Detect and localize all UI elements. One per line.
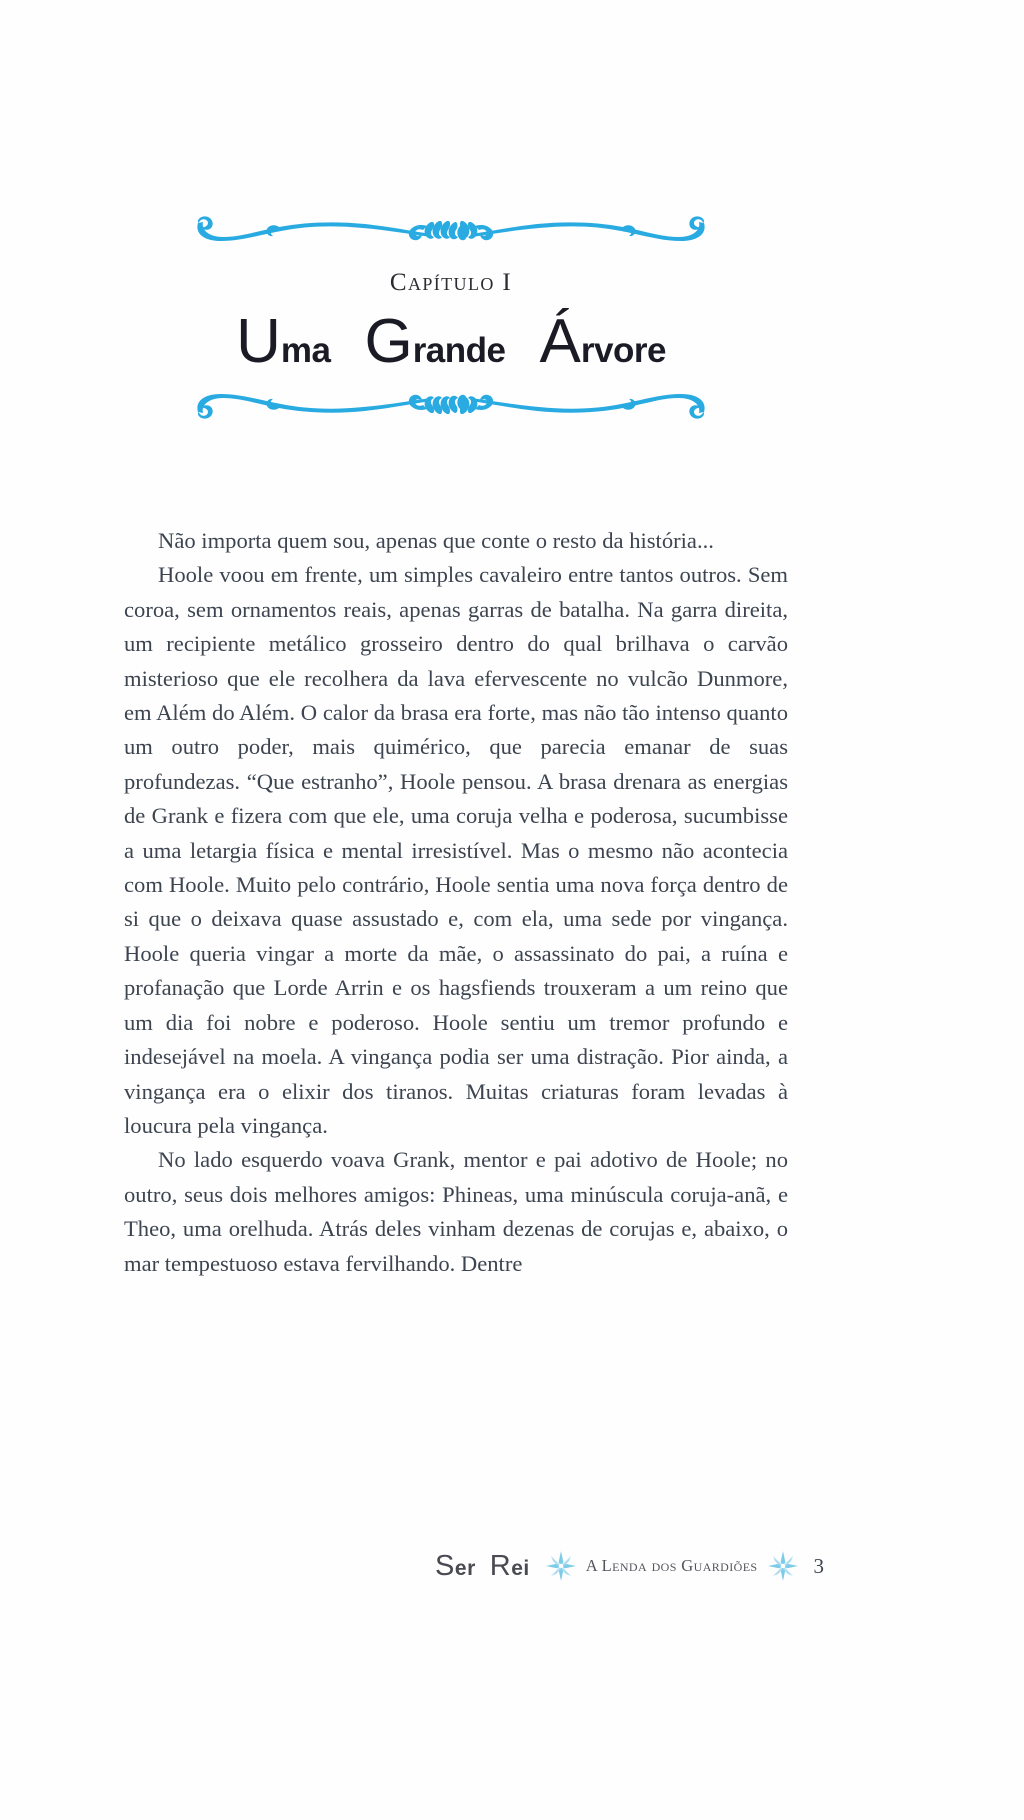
chapter-title-rest: rvore — [580, 331, 666, 370]
footer-book-rest: er — [454, 1556, 476, 1580]
footer-book-initial-2: R — [489, 1549, 512, 1582]
page-footer — [124, 1546, 824, 1586]
flourish-ornament-bottom — [195, 387, 707, 423]
chapter-title-initial: Á — [539, 307, 580, 376]
chapter-title-initial: G — [364, 307, 412, 376]
paragraph: No lado esquerdo voava Grank, mentor e pai adotivo de Hoole; no outro, seus dois melhores amigos: Phineas, uma minúscula coruja-anã, e Theo, uma orelhuda. Atrás deles vinham dezenas de corujas e, abaixo, o mar tempestuoso estava fervilhando. Dentre — [124, 1147, 788, 1276]
snowflake-icon — [544, 1549, 578, 1583]
chapter-header — [195, 212, 707, 423]
chapter-label: Capítulo I — [389, 269, 513, 296]
paragraph: Não importa quem sou, apenas que conte o resto da história... — [158, 528, 714, 553]
body-text — [124, 524, 788, 1281]
chapter-title-rest: ma — [280, 331, 331, 370]
chapter-title-rest: rande — [412, 331, 506, 370]
chapter-title — [195, 307, 707, 376]
footer-series-title: A Lenda dos Guardiões — [585, 1556, 758, 1575]
footer-book-title — [435, 1550, 530, 1583]
chapter-title-word — [236, 307, 331, 376]
page-number: 3 — [813, 1553, 824, 1578]
chapter-title-word — [539, 307, 666, 376]
chapter-title-initial: U — [236, 307, 280, 376]
footer-book-rest-2: ei — [511, 1556, 530, 1580]
flourish-ornament-top — [195, 212, 707, 248]
snowflake-icon — [766, 1549, 800, 1583]
footer-book-initial: S — [435, 1549, 455, 1582]
chapter-title-word — [364, 307, 506, 376]
paragraph: Hoole voou em frente, um simples cavaleiro entre tantos outros. Sem coroa, sem ornamentos reais, apenas garras de batalha. Na garra direita, um recipiente metálico grosseiro dentro do qual brilhava o carvão misterioso que ele recolhera da lava efervescente no vulcão Dunmore, em Além do Além. O calor da brasa era forte, mas não tão intenso quanto um outro poder, mais quimérico, que parecia emanar de suas profundezas. “Que estranho”, Hoole pensou. A brasa drenara as energias de Grank e fizera com que ele, uma coruja velha e poderosa, sucumbisse a uma letargia física e mental irresistível. Mas o mesmo não acontecia com Hoole. Muito pelo contrário, Hoole sentia uma nova força dentro de si que o deixava quase assustado e, com ela, uma sede por vingança. Hoole queria vingar a morte da mãe, o assassinato do pai, a ruína e profanação que Lorde Arrin e os hagsfiends trouxeram a um reino que um dia foi nobre e poderoso. Hoole sentiu um tremor profundo e indesejável na moela. A vingança podia ser uma distração. Pior ainda, a vingança era o elixir dos tiranos. Muitas criaturas foram levadas à loucura pela vingança. — [124, 562, 788, 1138]
